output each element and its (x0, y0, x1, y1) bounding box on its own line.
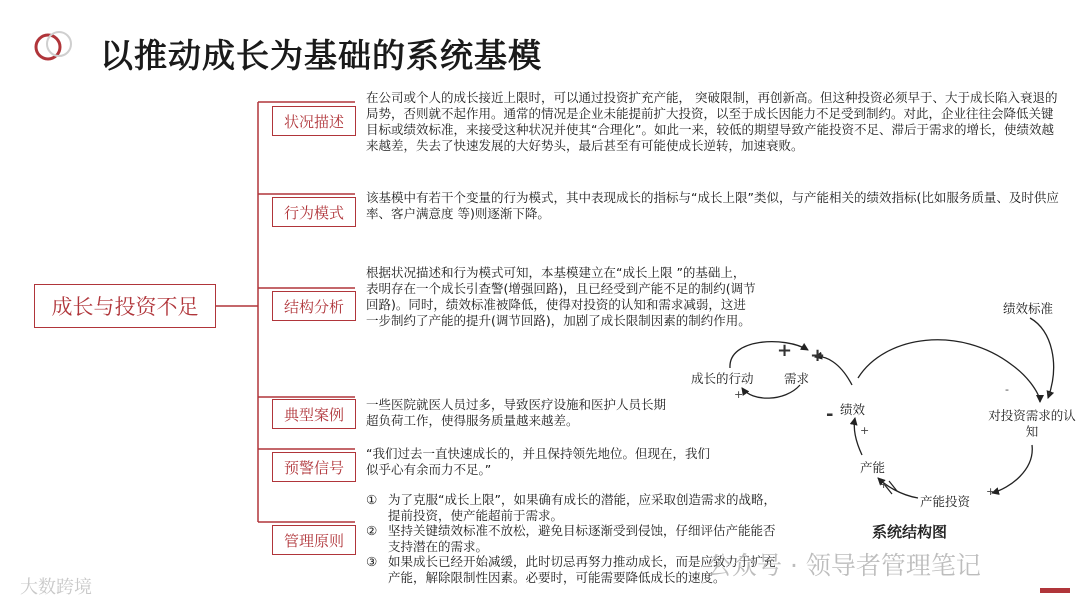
category-principles: 管理原则 (272, 525, 356, 555)
principle-item: ② 坚持关键绩效标准不放松，避免目标逐渐受到侵蚀，仔细评估产能能否支持潜在的需求。 (366, 523, 776, 554)
principle-item: ③ 如果成长已经开始减缓，此时切忌再努力推动成长，而是应致力于扩充产能，解除限制性因素。必要时，可能需要降低成长的速度。 (366, 554, 776, 585)
sign-plus: + (860, 424, 870, 437)
page-indicator-bar (1040, 588, 1070, 593)
sign-plus: + (810, 345, 826, 366)
node-growth-action: 成长的行动 (691, 371, 754, 386)
page-title: 以推动成长为基础的系统基模 (100, 36, 542, 75)
warning-text: “我们过去一直快速成长的，并且保持领先地位。但现在，我们似乎心有余而力不足。” (366, 446, 710, 477)
behavior-text: 该基模中有若干个变量的行为模式，其中表现成长的指标与“成长上限”类似，与产能相关的绩效指标(比如服务质量、及时供应率、客户满意度 等)则逐渐下降。 (366, 190, 1059, 221)
situation-text: 在公司或个人的成长接近上限时，可以通过投资扩充产能， 突破限制，再创新高。但这种投资必须早于、大于成长陷入衰退的局势，否则就不起作用。通常的情况是企业未能提前扩大投资，以至于成长因能力不足受到制约。对此，企业往往会降低关键目标或绩效标准，来接受这种状况并使其“合理化”。如此一来，较低的期望导致产能投资不足、滞后于需求的增长，使绩效越来越差，失去了快速发展的大好势头，最后甚至有可能使成长逆转，加速衰败。 (366, 90, 1058, 153)
node-capacity-investment: 产能投资 (920, 494, 971, 509)
diagram-title: 系统结构图 (872, 523, 948, 541)
sign-plus: + (879, 478, 889, 491)
category-case: 典型案例 (272, 399, 356, 429)
category-warning: 预警信号 (272, 452, 356, 482)
node-demand: 需求 (784, 371, 810, 386)
category-structure: 结构分析 (272, 291, 356, 321)
node-performance: 绩效 (840, 402, 866, 417)
watermark-text: 公众号 · 领导者管理笔记 (707, 551, 981, 580)
node-performance-standard: 绩效标准 (1003, 301, 1054, 316)
case-text: 一些医院就医人员过多，导致医疗设施和医护人员长期超负荷工作，使得服务质量越来越差。 (366, 397, 667, 428)
brand-text: 大数跨境 (20, 577, 92, 598)
sign-minus: - (1005, 383, 1009, 396)
main-topic-box: 成长与投资不足 (34, 284, 216, 328)
sign-minus: - (826, 404, 834, 425)
node-capacity: 产能 (860, 460, 886, 475)
category-behavior: 行为模式 (272, 197, 356, 227)
sign-plus: + (777, 340, 793, 361)
structure-text: 根据状况描述和行为模式可知，本基模建立在“成长上限 ”的基础上，表明存在一个成长引查警(增强回路)，且已经受到产能不足的制约(调节回路)。同时，绩效标准被降低，使得对投资的认知和需求减弱，这进一步制约了产能的提升(调节回路)，加剧了成长限制因素的制约作用。 (366, 265, 756, 328)
sign-minus: - (1047, 386, 1051, 399)
category-situation: 状况描述 (272, 106, 356, 136)
sign-plus: + (734, 388, 744, 401)
sign-plus: + (986, 485, 996, 498)
principle-item: ① 为了克服“成长上限”，如果确有成长的潜能，应采取创造需求的战略，提前投资，使产能超前于需求。 (366, 492, 776, 523)
node-investment-cognition: 对投资需求的认知 (988, 408, 1076, 439)
